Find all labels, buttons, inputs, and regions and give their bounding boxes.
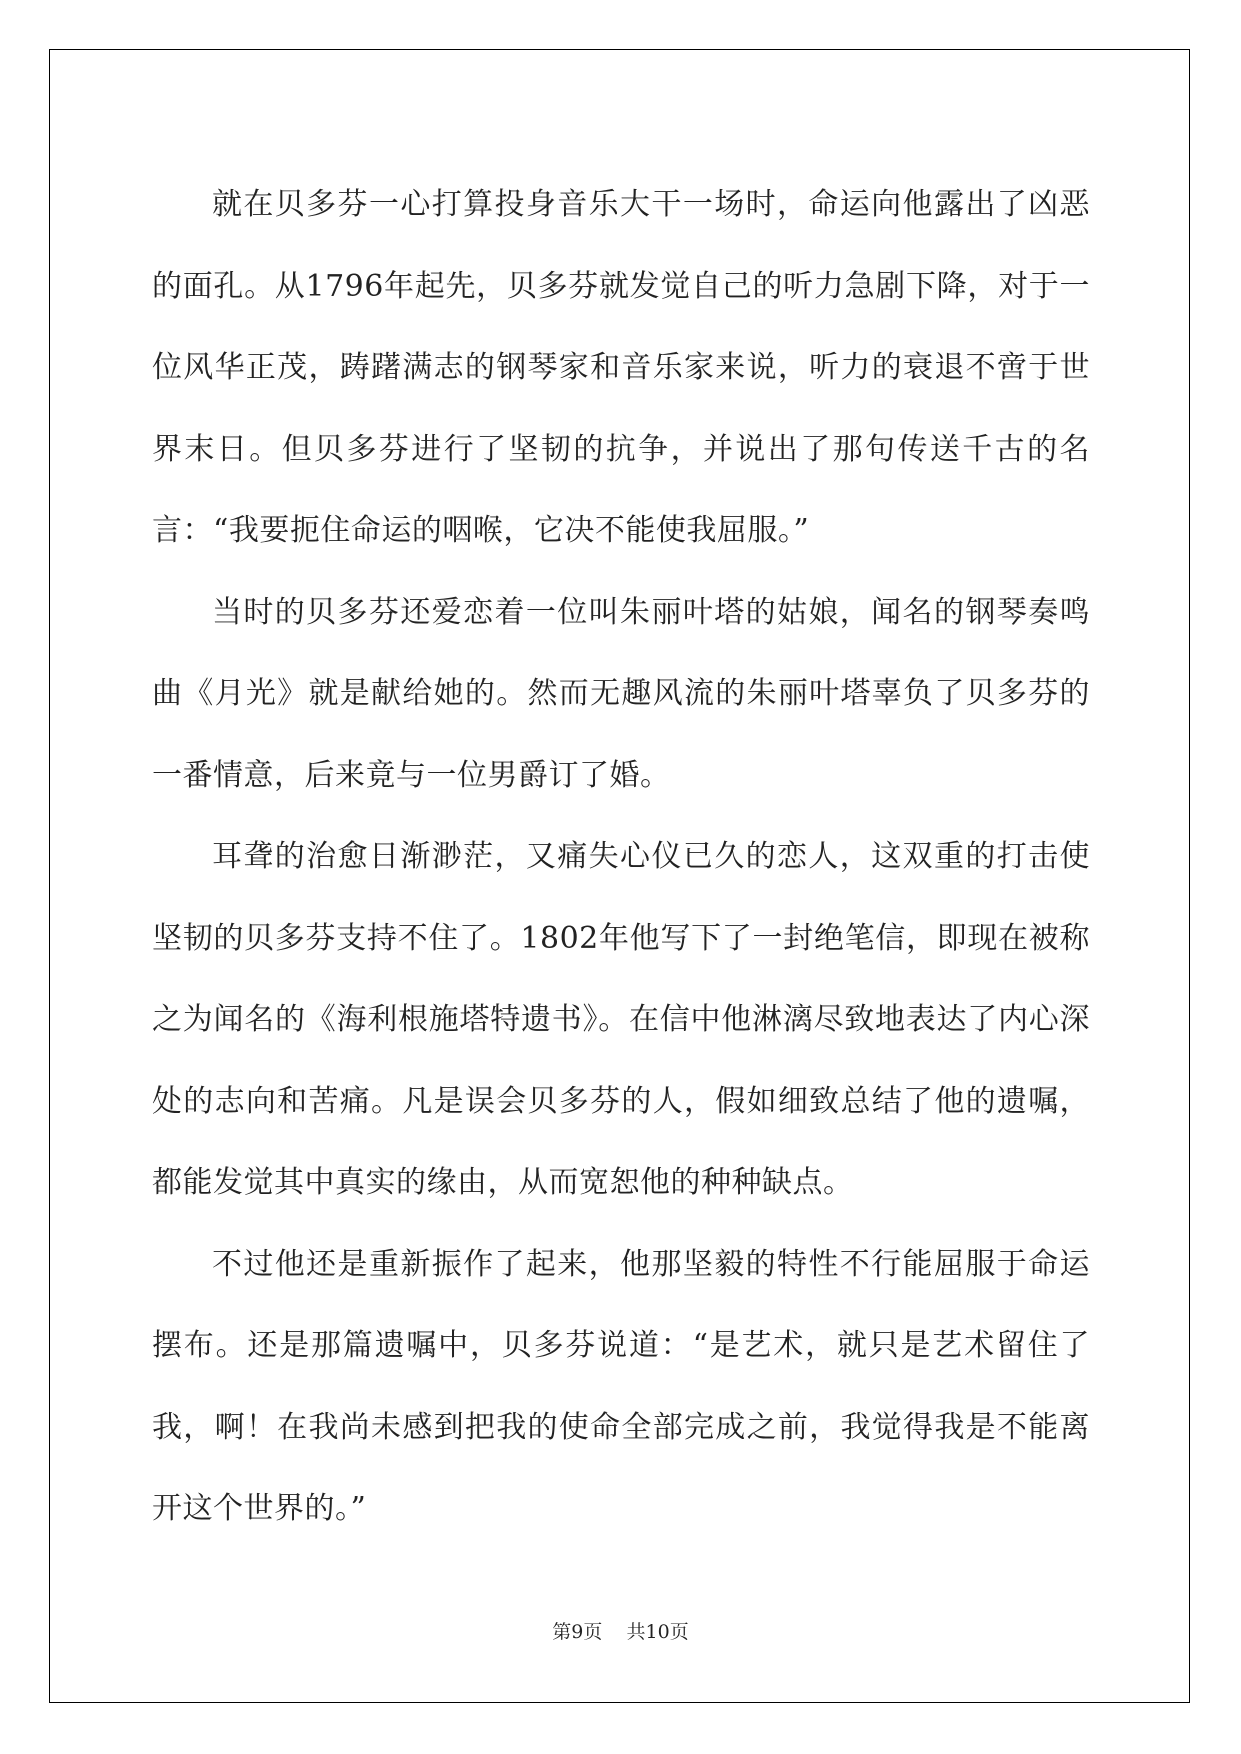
- paragraph: 当时的贝多芬还爱恋着一位叫朱丽叶塔的姑娘，闻名的钢琴奏鸣曲《月光》就是献给她的。然而无趣风流的朱丽叶塔辜负了贝多芬的一番情意，后来竟与一位男爵订了婚。: [152, 594, 1090, 793]
- page-footer: [0, 1617, 1241, 1644]
- paragraph: 耳聋的治愈日渐渺茫，又痛失心仪已久的恋人，这双重的打击使坚韧的贝多芬支持不住了。1802年他写下了一封绝笔信，即现在被称之为闻名的《海利根施塔特遗书》。在信中他淋漓尽致地表达了内心深处的志向和苦痛。凡是误会贝多芬的人，假如细致总结了他的遗嘱，都能发觉其中真实的缘由，从而宽恕他的种种缺点。: [152, 839, 1090, 1200]
- page-number: 第9页: [552, 1621, 603, 1643]
- total-pages: 共10页: [626, 1621, 689, 1643]
- document-body: [152, 164, 1090, 1550]
- paragraph: 不过他还是重新振作了起来，他那坚毅的特性不行能屈服于命运摆布。还是那篇遗嘱中，贝多芬说道：“是艺术，就只是艺术留住了我，啊！在我尚未感到把我的使命全部完成之前，我觉得我是不能离开这个世界的。”: [152, 1246, 1090, 1526]
- paragraph: 就在贝多芬一心打算投身音乐大干一场时，命运向他露出了凶恶的面孔。从1796年起先，贝多芬就发觉自己的听力急剧下降，对于一位风华正茂，踌躇满志的钢琴家和音乐家来说，听力的衰退不啻于世界末日。但贝多芬进行了坚韧的抗争，并说出了那句传送千古的名言：“我要扼住命运的咽喉，它决不能使我屈服。”: [152, 187, 1090, 548]
